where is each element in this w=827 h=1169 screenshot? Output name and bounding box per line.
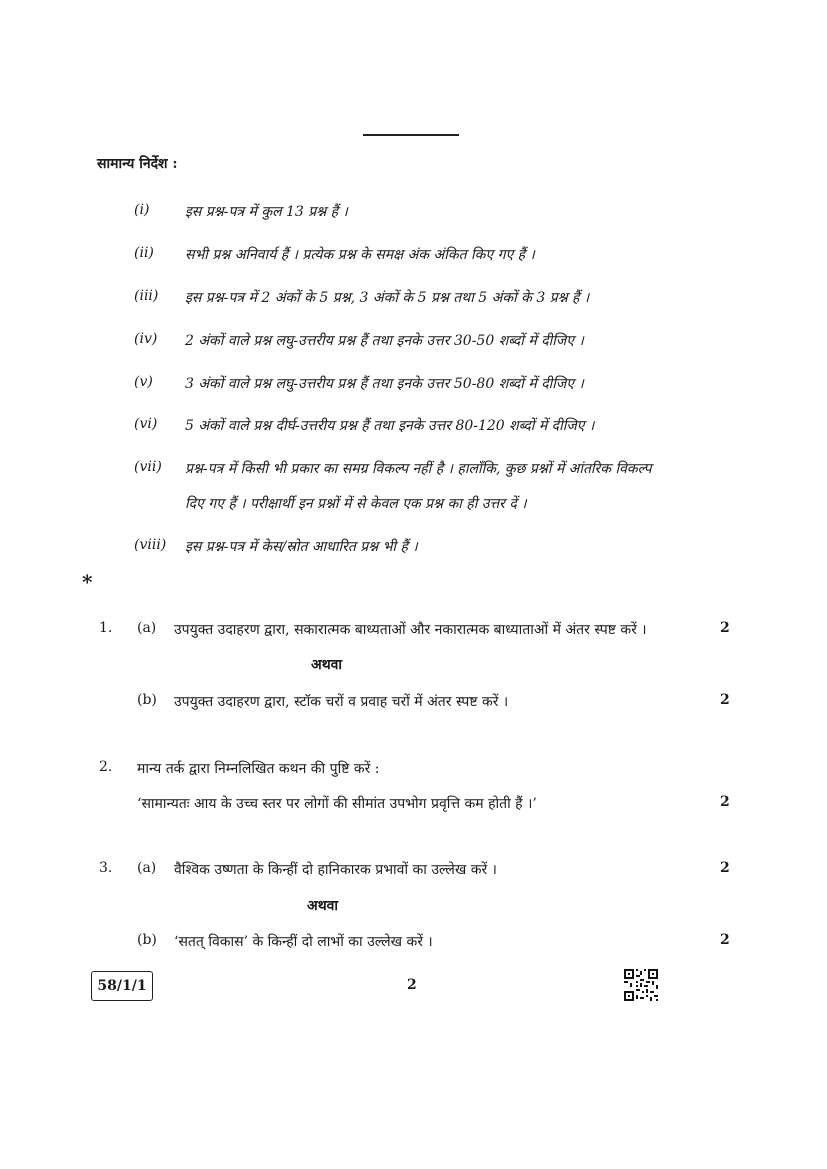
instruction-num: (v) <box>134 374 153 390</box>
question-text: उपयुक्त उदाहरण द्वारा, स्टॉक चरों व प्रवाह चरों में अंतर स्पष्ट करें । <box>174 694 509 710</box>
instruction-text: 3 अंकों वाले प्रश्न लघु-उत्तरीय प्रश्न हैं तथा इनके उत्तर 50-80 शब्दों में दीजिए । <box>185 376 584 392</box>
instruction-num: (iii) <box>134 288 159 304</box>
qr-code-icon <box>623 968 659 1002</box>
question-marks: 2 <box>720 932 730 948</box>
instruction-num: (viii) <box>134 537 167 553</box>
general-instructions-heading: सामान्य निर्देश : <box>97 156 178 172</box>
page-number: 2 <box>407 977 417 993</box>
or-separator: अथवा <box>311 657 343 673</box>
question-text: वैश्विक उष्णता के किन्हीं दो हानिकारक प्रभावों का उल्लेख करें । <box>174 862 497 878</box>
instruction-text: इस प्रश्न-पत्र में कुल 13 प्रश्न हैं । <box>185 204 348 220</box>
instruction-text: इस प्रश्न-पत्र में 2 अंकों के 5 प्रश्न, 3 अंकों के 5 प्रश्न तथा 5 अंकों के 3 प्रश्न हैं । <box>185 290 590 306</box>
instruction-num: (vi) <box>134 416 158 432</box>
top-rule <box>363 134 459 136</box>
instruction-num: (vii) <box>134 459 162 475</box>
question-number: 1. <box>99 620 113 636</box>
or-separator: अथवा <box>307 898 339 914</box>
question-text: ‘सतत् विकास’ के किन्हीं दो लाभों का उल्लेख करें । <box>174 934 433 950</box>
question-text: मान्य तर्क द्वारा निम्नलिखित कथन की पुष्टि करें : <box>137 761 380 777</box>
paper-code-box <box>91 971 153 1001</box>
instruction-num: (iv) <box>134 331 158 347</box>
star-mark: * <box>82 570 93 594</box>
paper-code: 58/1/1 <box>97 978 147 994</box>
instruction-num: (ii) <box>134 245 154 261</box>
instruction-text: 5 अंकों वाले प्रश्न दीर्घ-उत्तरीय प्रश्न हैं तथा इनके उत्तर 80-120 शब्दों में दीजिए । <box>185 418 595 434</box>
question-part-label: (b) <box>137 692 157 708</box>
question-part-label: (b) <box>137 932 157 948</box>
question-marks: 2 <box>720 620 730 636</box>
instruction-text: 2 अंकों वाले प्रश्न लघु-उत्तरीय प्रश्न हैं तथा इनके उत्तर 30-50 शब्दों में दीजिए । <box>185 333 584 349</box>
question-marks: 2 <box>720 860 730 876</box>
instruction-text: सभी प्रश्न अनिवार्य हैं । प्रत्येक प्रश्न के समक्ष अंक अंकित किए गए हैं । <box>185 247 535 263</box>
question-marks: 2 <box>720 692 730 708</box>
question-number: 2. <box>99 759 113 775</box>
question-quote: ‘सामान्यतः आय के उच्च स्तर पर लोगों की सीमांत उपभोग प्रवृत्ति कम होती हैं ।’ <box>137 796 537 812</box>
question-part-label: (a) <box>137 860 157 876</box>
question-number: 3. <box>99 860 113 876</box>
instruction-num: (i) <box>134 202 150 218</box>
instruction-text-continued: दिए गए हैं । परीक्षार्थी इन प्रश्नों में से केवल एक प्रश्न का ही उत्तर दें । <box>185 496 527 512</box>
instruction-text: प्रश्न-पत्र में किसी भी प्रकार का समग्र विकल्प नहीं है । हालाँकि, कुछ प्रश्नों में आंतरिक विकल्प <box>185 461 652 477</box>
question-text: उपयुक्त उदाहरण द्वारा, सकारात्मक बाध्यताओं और नकारात्मक बाध्याताओं में अंतर स्पष्ट करें । <box>174 622 647 638</box>
question-marks: 2 <box>720 794 730 810</box>
question-part-label: (a) <box>137 620 157 636</box>
instruction-text: इस प्रश्न-पत्र में केस/स्रोत आधारित प्रश्न भी हैं । <box>185 539 418 555</box>
